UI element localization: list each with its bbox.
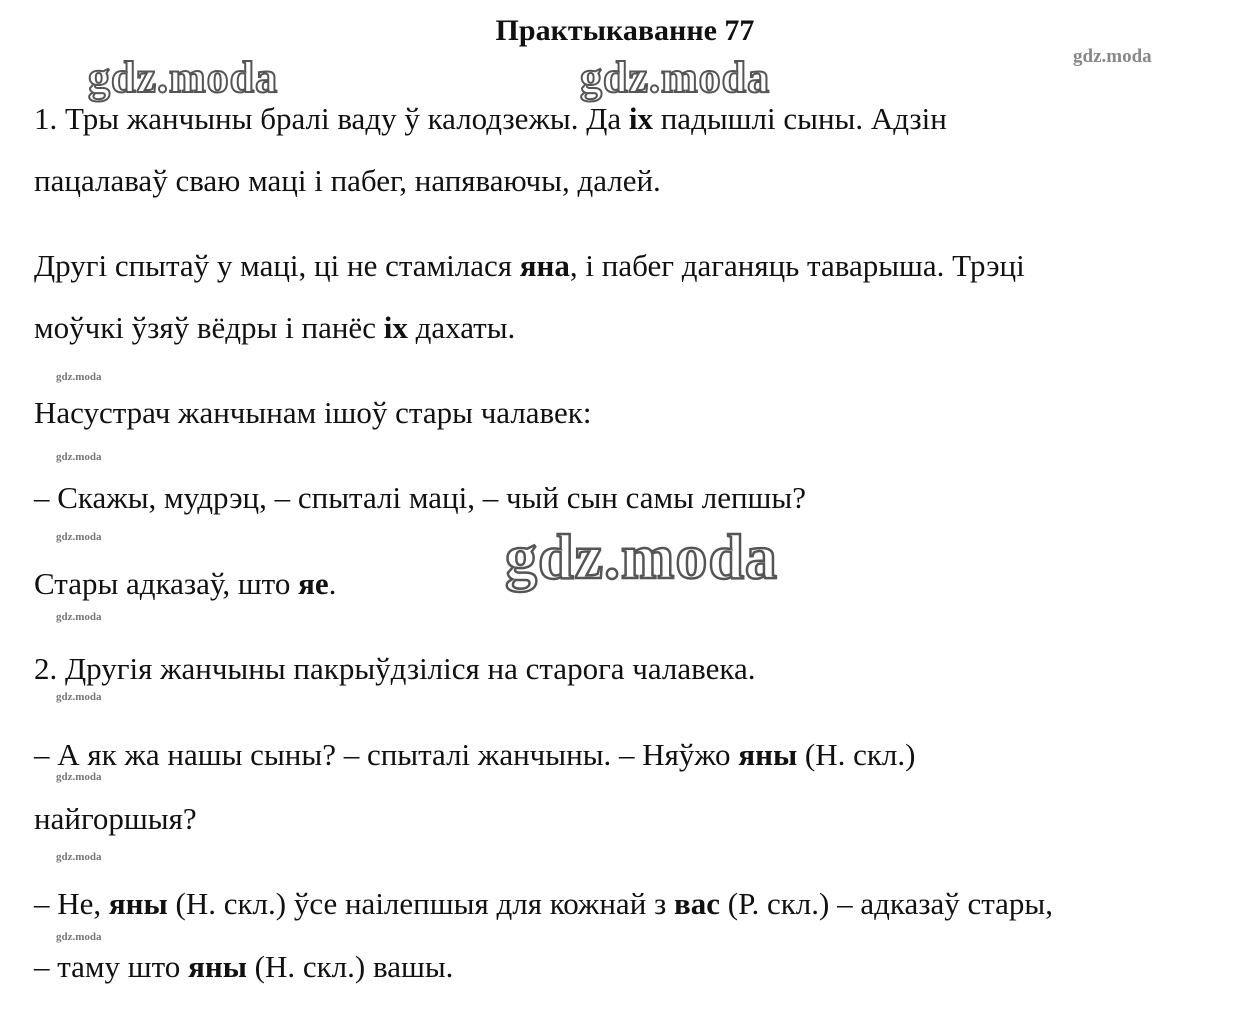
text-line	[34, 247, 1025, 285]
watermark-logo-center: gdz.moda	[505, 521, 778, 592]
text-segment: дахаты.	[407, 310, 516, 345]
highlighted-word: вас	[674, 886, 721, 921]
watermark-small: gdz.moda	[56, 931, 102, 943]
watermark-small: gdz.moda	[56, 611, 102, 623]
watermark-logo-corner: gdz.moda	[1073, 46, 1152, 67]
text-line: найгоршыя?	[34, 801, 197, 836]
text-segment: , і пабег даганяць таварыша. Трэці	[569, 248, 1025, 283]
highlighted-word: іх	[383, 310, 408, 345]
text-segment: Другі спытаў у маці, ці не стамілася	[34, 248, 520, 283]
text-line	[34, 885, 1053, 923]
watermark-small: gdz.moda	[56, 531, 102, 543]
highlighted-word: яна	[519, 248, 570, 283]
watermark-small: gdz.moda	[56, 371, 102, 383]
exercise-title: Практыкаванне 77	[495, 14, 755, 47]
text-segment: Стары адказаў, што	[34, 566, 299, 601]
watermark-small: gdz.moda	[56, 451, 102, 463]
text-segment: .	[328, 566, 337, 601]
watermark-small: gdz.moda	[56, 771, 102, 783]
highlighted-word: яны	[738, 737, 798, 772]
text-line	[34, 565, 336, 603]
watermark-small: gdz.moda	[56, 691, 102, 703]
text-segment: моўчкі ўзяў вёдры і панёс	[34, 310, 384, 345]
text-segment: падышлі сыны. Адзін	[652, 101, 947, 136]
watermark-logo-middle: gdz.moda	[580, 53, 771, 102]
text-line: пацалаваў сваю маці і пабег, напяваючы, далей.	[34, 163, 661, 198]
text-segment: (Н. скл.)	[797, 737, 916, 772]
highlighted-word: яе	[298, 566, 329, 601]
highlighted-word: яны	[188, 949, 247, 984]
text-segment: – Не,	[34, 886, 109, 921]
watermark-small: gdz.moda	[56, 851, 102, 863]
text-segment: 1. Тры жанчыны бралі ваду ў калодзежы. Да	[34, 101, 629, 136]
text-segment: – таму што	[34, 949, 189, 984]
text-segment: (Н. скл.) ўсе наілепшыя для кожнай з	[167, 886, 675, 921]
text-line	[34, 948, 453, 986]
text-segment: – А як жа нашы сыны? – спыталі жанчыны. – Няўжо	[34, 737, 739, 772]
text-line	[34, 736, 915, 774]
text-segment: (Н. скл.) вашы.	[246, 949, 454, 984]
text-line: Насустрач жанчынам ішоў стары чалавек:	[34, 395, 592, 430]
text-line: – Скажы, мудрэц, – спыталі маці, – чый сын самы лепшы?	[34, 480, 807, 515]
text-line: 2. Другія жанчыны пакрыўдзіліся на старога чалавека.	[34, 651, 756, 686]
text-line	[34, 100, 947, 138]
text-line	[34, 309, 515, 347]
highlighted-word: іх	[628, 101, 653, 136]
highlighted-word: яны	[108, 886, 168, 921]
watermark-logo-left: gdz.moda	[88, 53, 279, 102]
text-segment: (Р. скл.) – адказаў стары,	[720, 886, 1054, 921]
